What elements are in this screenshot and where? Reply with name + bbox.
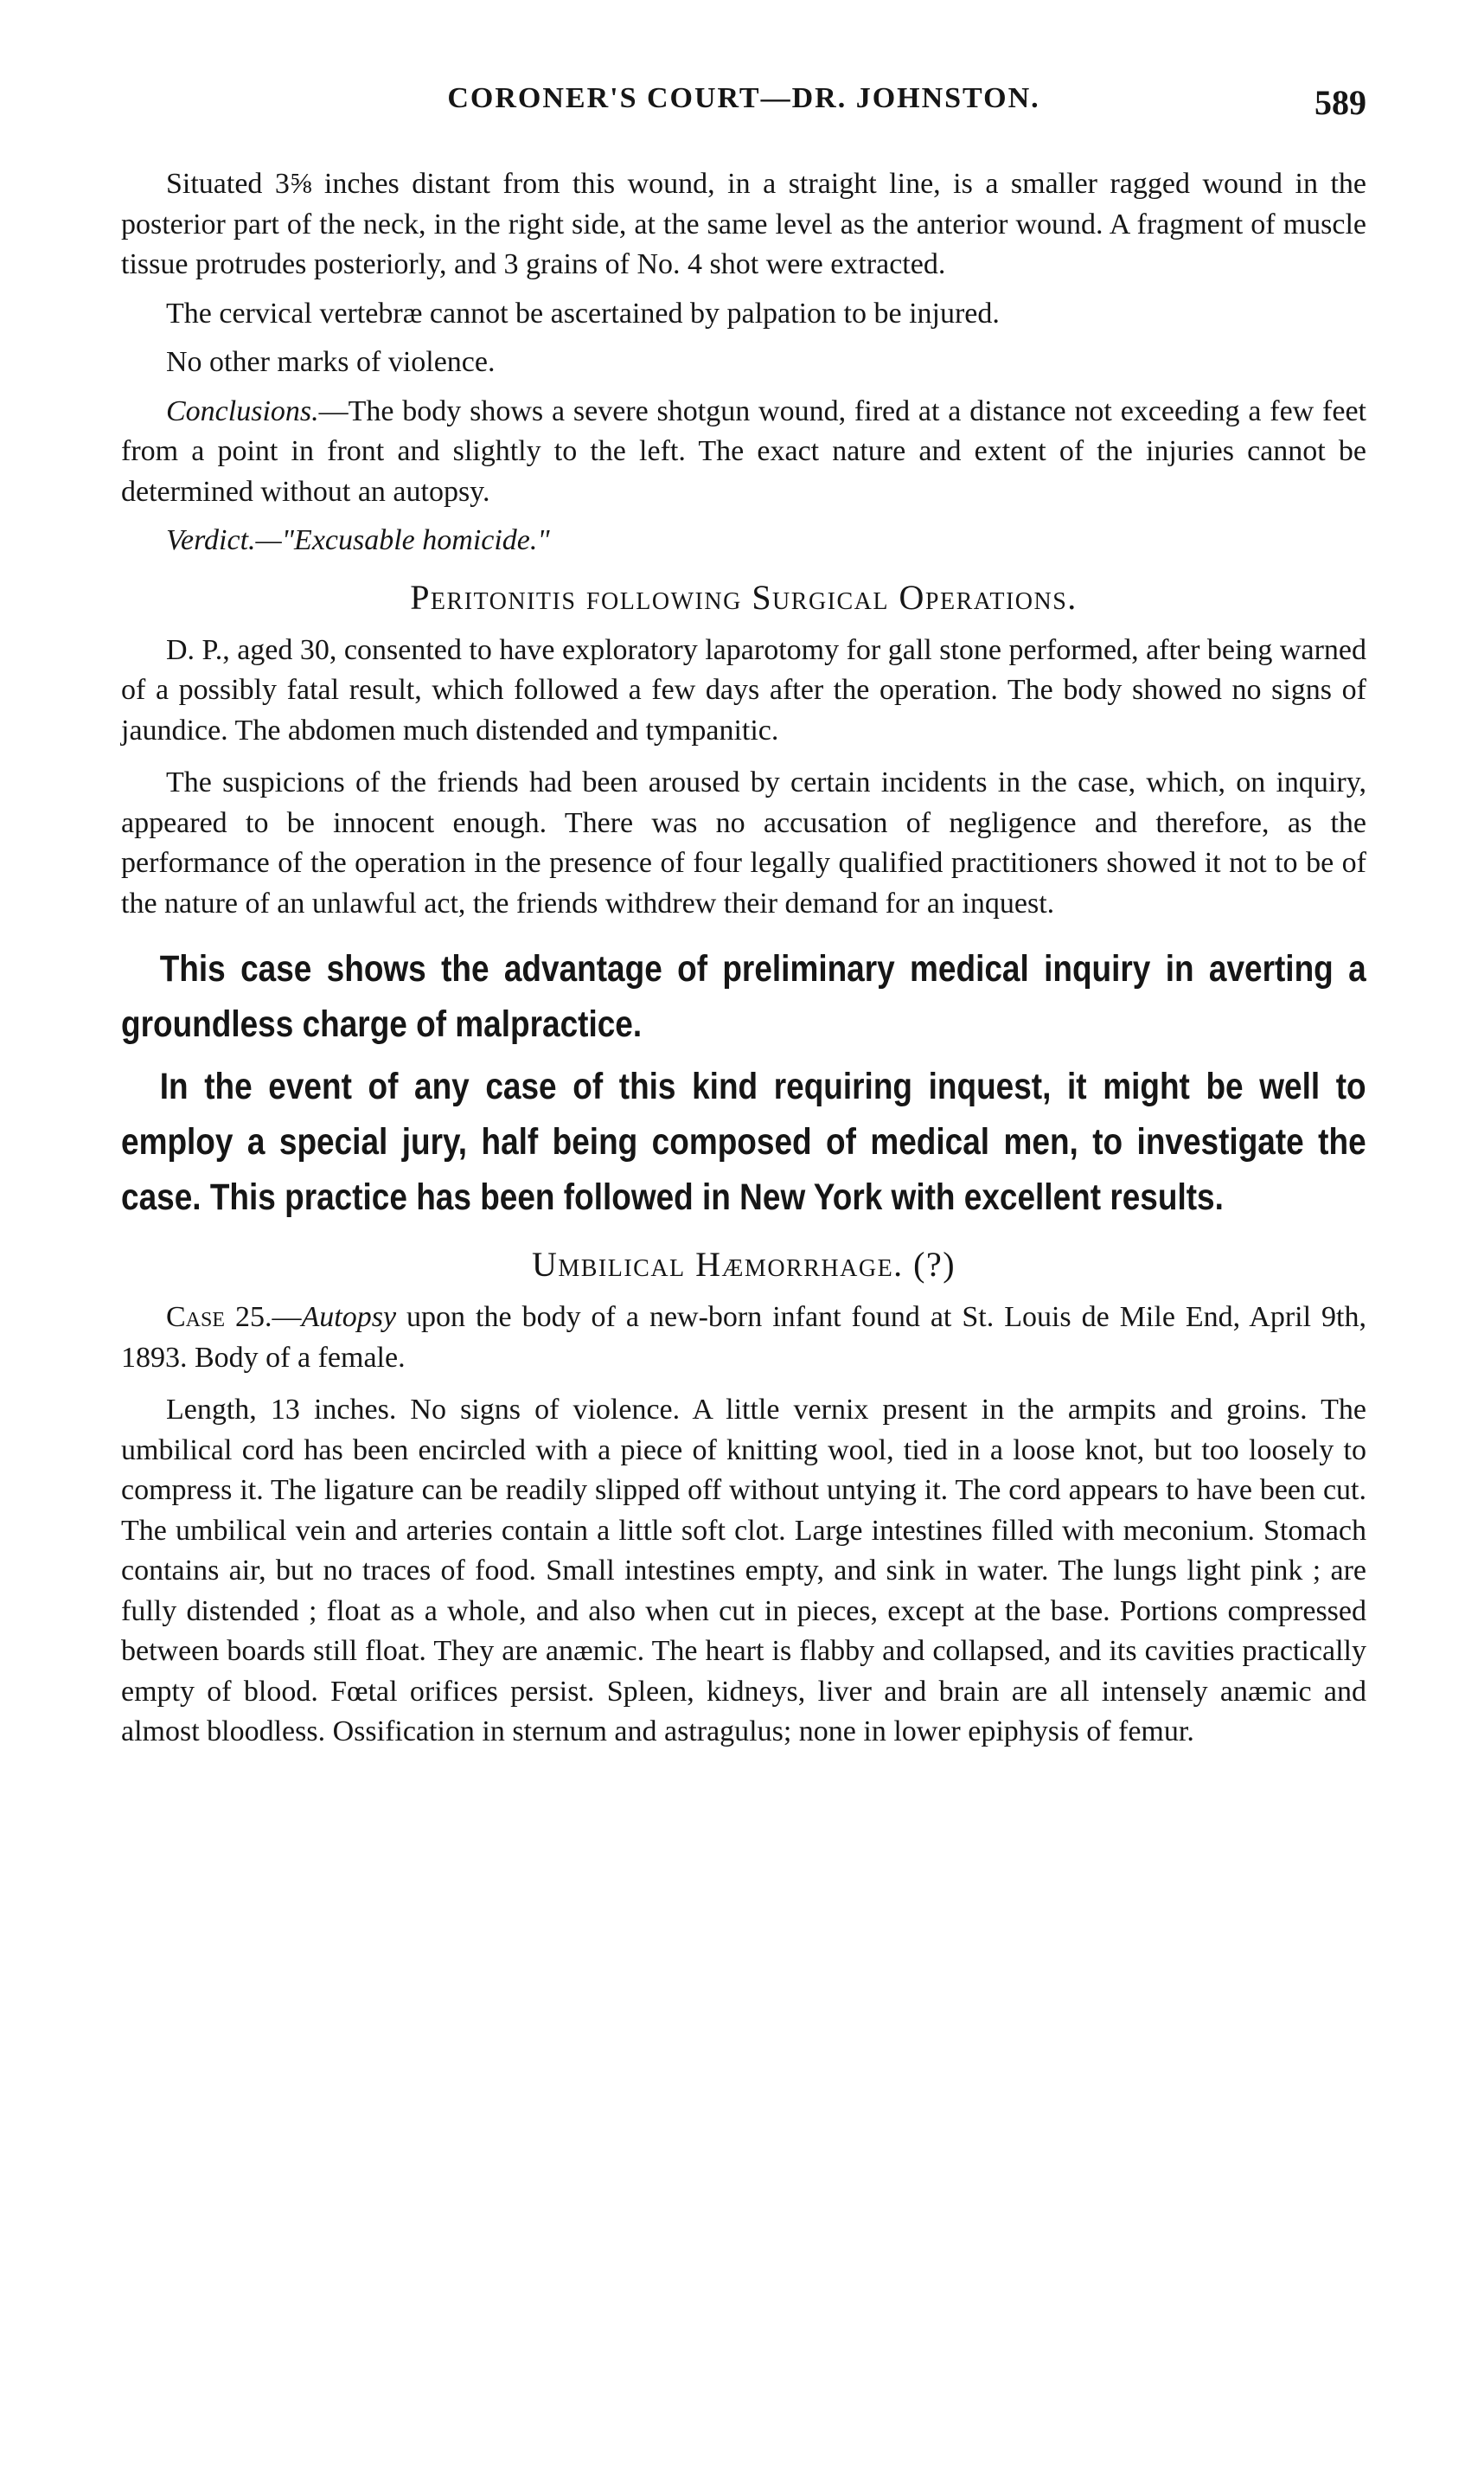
verdict-paragraph [121,521,1366,561]
peritonitis-paragraph-1: D. P., aged 30, consented to have exploratory laparotomy for gall stone performed, after being warned of a possibly fatal result, which followed a few days after the operation. The body showed no signs of jaundice. The abdomen much distended and tympanitic. [121,633,1366,747]
peritonitis-heading: Peritonitis following Surgical Operations. [410,577,1078,617]
verdict-text: —"Excusable homicide." [255,524,550,556]
verdict-label: Verdict. [166,524,256,556]
autopsy-findings-paragraph: Length, 13 inches. No signs of violence. A little vernix present in the armpits and groins. The umbilical cord has been encircled with a piece of knitting wool, tied in a loose knot, but too loosely to compress it. The ligature can be readily slipped off without untying it. The cord appears to have been cut. The umbilical vein and arteries contain a little soft clot. Large intestines filled with meconium. Stomach contains air, but no traces of food. Small intestines empty, and sink in water. The lungs light pink ; are fully distended ; float as a whole, and also when cut in pieces, except at the base. Portions compressed between boards still float. They are anæmic. The heart is flabby and collapsed, and its cavities practically empty of blood. Fœtal orifices persist. Spleen, kidneys, liver and brain are all intensely anæmic and almost bloodless. Ossification in sternum and astragulus; none in lower epiphysis of femur. [121,1394,1366,1747]
special-jury-note: In the event of any case of this kind requiring inquest, it might be well to employ a special jury, half being composed of medical men, to investigate the case. This practice has been followed in New York with excellent results. [121,1066,1366,1218]
no-violence-paragraph: No other marks of violence. [166,346,496,378]
case-25-label: Case 25. [166,1301,272,1333]
umbilical-heading: Umbilical Hæmorrhage. (?) [531,1245,956,1284]
autopsy-label: Autopsy [301,1301,397,1333]
conclusions-text: —The body shows a severe shotgun wound, fired at a distance not exceeding a few feet from a point in front and slightly to the left. The exact nature and extent of the injuries cannot be determined without an autopsy. [121,394,1366,508]
page-number: 589 [1314,83,1366,122]
case-25-paragraph: Case 25.—Autopsy upon the body of a new-born infant found at St. Louis de Mile End, April 9th, 1893. Body of a female. [121,1301,1366,1374]
conclusions-label: Conclusions. [166,394,319,427]
body-text [121,164,1366,1753]
preliminary-inquiry-note: This case shows the advantage of preliminary medical inquiry in averting a groundless charge of malpractice. [121,948,1366,1045]
running-head [121,82,1366,134]
peritonitis-paragraph-2: The suspicions of the friends had been aroused by certain incidents in the case, which, on inquiry, appeared to be innocent enough. There was no accusation of negligence and therefore, as the performance of the operation in the presence of four legally qualified practitioners showed it not to be of the nature of an unlawful act, the friends withdrew their demand for an inquest. [121,766,1366,920]
vertebrae-paragraph: The cervical vertebræ cannot be ascertained by palpation to be injured. [166,297,1000,330]
conclusions-paragraph [121,392,1366,513]
wound-paragraph: Situated 3⅝ inches distant from this wound, in a straight line, is a smaller ragged wound in the posterior part of the neck, in the right side, at the same level as the anterior wound. A fragment of muscle tissue protrudes posteriorly, and 3 grains of No. 4 shot were extracted. [121,168,1366,280]
running-title: CORONER'S COURT—DR. JOHNSTON. [447,82,1040,114]
case-25-text: upon the body of a new-born infant found at St. Louis de Mile End, April 9th, 1893. Body of a female. [121,1301,1366,1374]
